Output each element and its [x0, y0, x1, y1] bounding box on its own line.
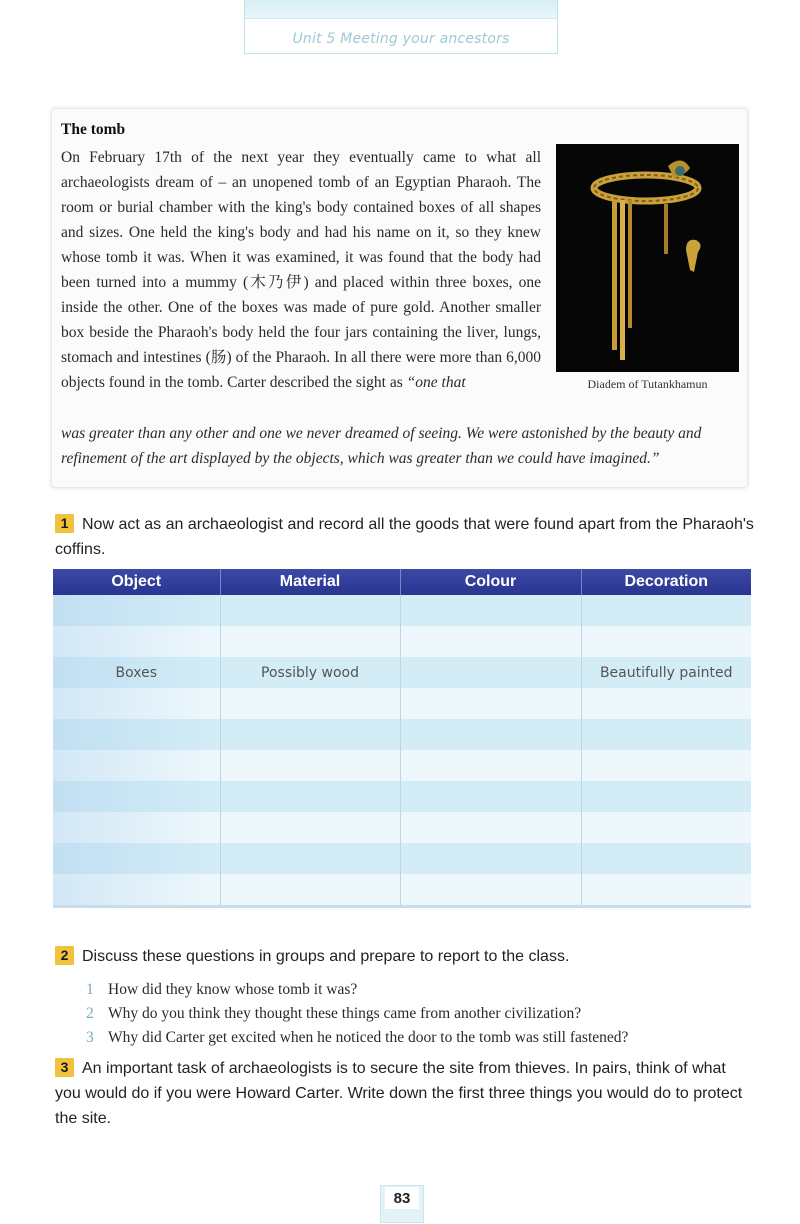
cell-decoration[interactable]: [581, 595, 751, 626]
cell-colour[interactable]: [400, 626, 581, 657]
table-header-row: [53, 569, 751, 595]
cell-decoration[interactable]: [581, 874, 751, 907]
cell-object[interactable]: [53, 595, 220, 626]
question-item: [86, 1002, 628, 1026]
question-text: Why did Carter get excited when he noticed the door to the tomb was still fastened?: [108, 1029, 629, 1046]
cell-object[interactable]: [53, 781, 220, 812]
header-material: Material: [220, 569, 400, 595]
table-row: [53, 595, 751, 626]
cell-decoration[interactable]: [581, 812, 751, 843]
cell-decoration[interactable]: [581, 719, 751, 750]
table-row: [53, 719, 751, 750]
cell-object[interactable]: [53, 688, 220, 719]
cell-material[interactable]: [220, 781, 400, 812]
header-decoration: Decoration: [581, 569, 751, 595]
cell-decoration[interactable]: [581, 843, 751, 874]
cell-object[interactable]: [53, 812, 220, 843]
cell-object[interactable]: [53, 843, 220, 874]
table-row: [53, 781, 751, 812]
header-decoration: [245, 0, 557, 19]
cell-material[interactable]: [220, 595, 400, 626]
cell-colour[interactable]: [400, 812, 581, 843]
photo-caption: Diadem of Tutankhamun: [587, 377, 708, 391]
header-colour: Colour: [400, 569, 581, 595]
cell-colour[interactable]: [400, 595, 581, 626]
cell-material[interactable]: [220, 843, 400, 874]
cell-colour[interactable]: [400, 657, 581, 688]
cell-material[interactable]: [220, 688, 400, 719]
table-row: [53, 657, 751, 688]
table-row: [53, 626, 751, 657]
reading-title: The tomb: [61, 121, 126, 138]
cell-colour[interactable]: [400, 688, 581, 719]
question-number: 2: [86, 1005, 94, 1022]
cell-material[interactable]: Possibly wood: [220, 657, 400, 688]
page-number: 83: [385, 1187, 419, 1209]
question-text: Why do you think they thought these things came from another civilization?: [108, 1005, 582, 1022]
header-object: Object: [53, 569, 220, 595]
cell-decoration[interactable]: [581, 750, 751, 781]
task-3-text: An important task of archaeologists is to secure the site from thieves. In pairs, think of what you would do if you were Howard Carter. Write down the first three things you would do to protect the site.: [55, 1060, 743, 1127]
table-row: [53, 843, 751, 874]
cell-object[interactable]: [53, 874, 220, 907]
cell-decoration[interactable]: [581, 781, 751, 812]
table-row: [53, 812, 751, 843]
task-1-number: 1: [55, 514, 74, 533]
task-3-number: 3: [55, 1058, 74, 1077]
cell-material[interactable]: [220, 626, 400, 657]
task-3: [55, 1056, 755, 1131]
cell-colour[interactable]: [400, 874, 581, 907]
cell-decoration[interactable]: [581, 626, 751, 657]
cell-object[interactable]: [53, 626, 220, 657]
task-1-text: Now act as an archaeologist and record all the goods that were found apart from the Pharaoh's coffins.: [55, 516, 754, 558]
cell-material[interactable]: [220, 719, 400, 750]
reading-box: [51, 108, 748, 488]
page-number-tab: [380, 1185, 424, 1223]
cell-decoration[interactable]: Beautifully painted: [581, 657, 751, 688]
goods-table: [53, 569, 751, 908]
diadem-photo: [556, 144, 739, 372]
question-text: How did they know whose tomb it was?: [108, 981, 358, 998]
cell-material[interactable]: [220, 750, 400, 781]
cell-object[interactable]: [53, 750, 220, 781]
unit-header: [244, 0, 558, 54]
task-1: [55, 512, 760, 562]
diadem-image: [556, 144, 739, 372]
carter-quote: was greater than any other and one we never dreamed of seeing. We were astonished by the beauty and refinement of the art displayed by the objects, which was greater than we could have imagined.”: [61, 425, 702, 467]
discussion-questions: [86, 978, 628, 1050]
question-number: 3: [86, 1029, 94, 1046]
cell-colour[interactable]: [400, 843, 581, 874]
cell-colour[interactable]: [400, 781, 581, 812]
cell-material[interactable]: [220, 812, 400, 843]
unit-title: Unit 5 Meeting your ancestors: [292, 31, 510, 47]
cell-colour[interactable]: [400, 750, 581, 781]
reading-body: [61, 145, 541, 395]
task-2-text: Discuss these questions in groups and prepare to report to the class.: [82, 948, 570, 965]
question-number: 1: [86, 981, 94, 998]
question-item: [86, 978, 628, 1002]
table-row: [53, 750, 751, 781]
cell-decoration[interactable]: [581, 688, 751, 719]
table-row: [53, 688, 751, 719]
question-item: [86, 1026, 628, 1050]
task-2-number: 2: [55, 946, 74, 965]
table-row: [53, 874, 751, 907]
cell-material[interactable]: [220, 874, 400, 907]
quote-start: “one that: [406, 374, 466, 391]
task-2: [55, 944, 760, 969]
reading-paragraph: On February 17th of the next year they eventually came to what all archaeologists dream of – an unopened tomb of an Egyptian Pharaoh. The room or burial chamber with the king's body contained boxes of all shapes and sizes. One held the king's body and had his name on it, so they knew whose tomb it was. When it was examined, it was found that the body had been turned into a mummy (木乃伊) and placed within three boxes, one inside the other. One of the boxes was made of pure gold. Another smaller box beside the Pharaoh's body held the four jars containing the liver, lungs, stomach and intestines (肠) of the Pharaoh. In all there were more than 6,000 objects found in the tomb. Carter described the sight as: [61, 149, 541, 391]
cell-colour[interactable]: [400, 719, 581, 750]
cell-object[interactable]: Boxes: [53, 657, 220, 688]
cell-object[interactable]: [53, 719, 220, 750]
